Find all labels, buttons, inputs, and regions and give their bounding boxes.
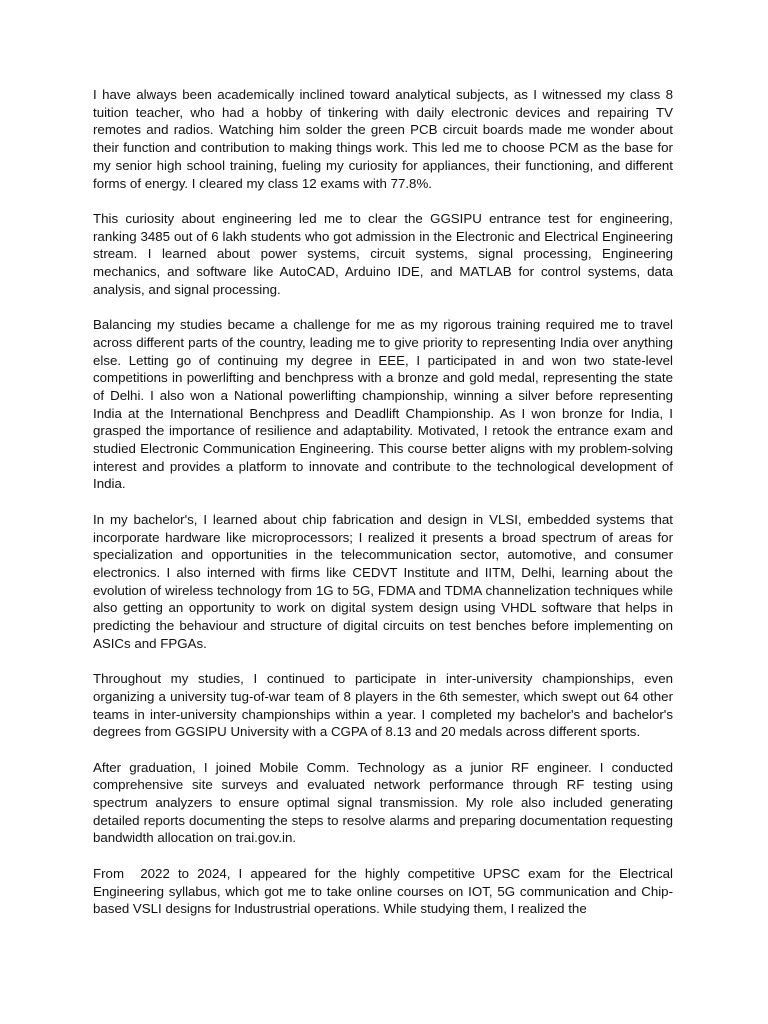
document-page: [93, 86, 677, 918]
paragraph-rf-engineer: After graduation, I joined Mobile Comm. Technology as a junior RF engineer. I conducted comprehensive site surveys and evaluated network performance through RF testing using spectrum analyzers to ensure optimal signal transmission. My role also included generating detailed reports documenting the steps to resolve alarms and preparing documentation requesting bandwidth allocation on trai.gov.in.: [93, 759, 677, 846]
paragraph-upsc: From 2022 to 2024, I appeared for the highly competitive UPSC exam for the Electrical Engineering syllabus, which got me to take online courses on IOT, 5G communication and Chip-based VSLI designs for Industrustrial operations. While studying them, I realized the: [93, 865, 677, 917]
paragraph-engineering-entrance: This curiosity about engineering led me to clear the GGSIPU entrance test for engineering, ranking 3485 out of 6 lakh students who got admission in the Electronic and Electrical Engineering stream. I learned about power systems, circuit systems, signal processing, Engineering mechanics, and software like AutoCAD, Arduino IDE, and MATLAB for control systems, data analysis, and signal processing.: [93, 210, 677, 297]
paragraph-sports-balance: Balancing my studies became a challenge for me as my rigorous training required me to travel across different parts of the country, leading me to give priority to representing India over anything else. Letting go of continuing my degree in EEE, I participated in and won two state-level competitions in powerlifting and benchpress with a bronze and gold medal, representing the state of Delhi. I also won a National powerlifting championship, winning a silver before representing India at the International Benchpress and Deadlift Championship. As I won bronze for India, I grasped the importance of resilience and adaptability. Motivated, I retook the entrance exam and studied Electronic Communication Engineering. This course better aligns with my problem-solving interest and provides a platform to innovate and contribute to the technological development of India.: [93, 317, 677, 492]
paragraph-early-interest: I have always been academically inclined toward analytical subjects, as I witnessed my class 8 tuition teacher, who had a hobby of tinkering with daily electronic devices and repairing TV remotes and radios. Watching him solder the green PCB circuit boards made me wonder about their function and contribution to making things work. This led me to choose PCM as the base for my senior high school training, fueling my curiosity for appliances, their functioning, and different forms of energy. I cleared my class 12 exams with 77.8%.: [93, 87, 677, 191]
paragraph-championships: Throughout my studies, I continued to participate in inter-university championships, even organizing a university tug-of-war team of 8 players in the 6th semester, which swept out 64 other teams in inter-university championships within a year. I completed my bachelor's and bachelor's degrees from GGSIPU University with a CGPA of 8.13 and 20 medals across different sports.: [93, 671, 677, 740]
paragraph-bachelors-learning: In my bachelor's, I learned about chip fabrication and design in VLSI, embedded systems that incorporate hardware like microprocessors; I realized it presents a broad spectrum of areas for specialization and opportunities in the telecommunication sector, automotive, and consumer electronics. I also interned with firms like CEDVT Institute and IITM, Delhi, learning about the evolution of wireless technology from 1G to 5G, FDMA and TDMA channelization techniques while also getting an opportunity to work on digital system design using VHDL software that helps in predicting the behaviour and structure of digital circuits on test benches before implementing on ASICs and FPGAs.: [93, 511, 677, 651]
